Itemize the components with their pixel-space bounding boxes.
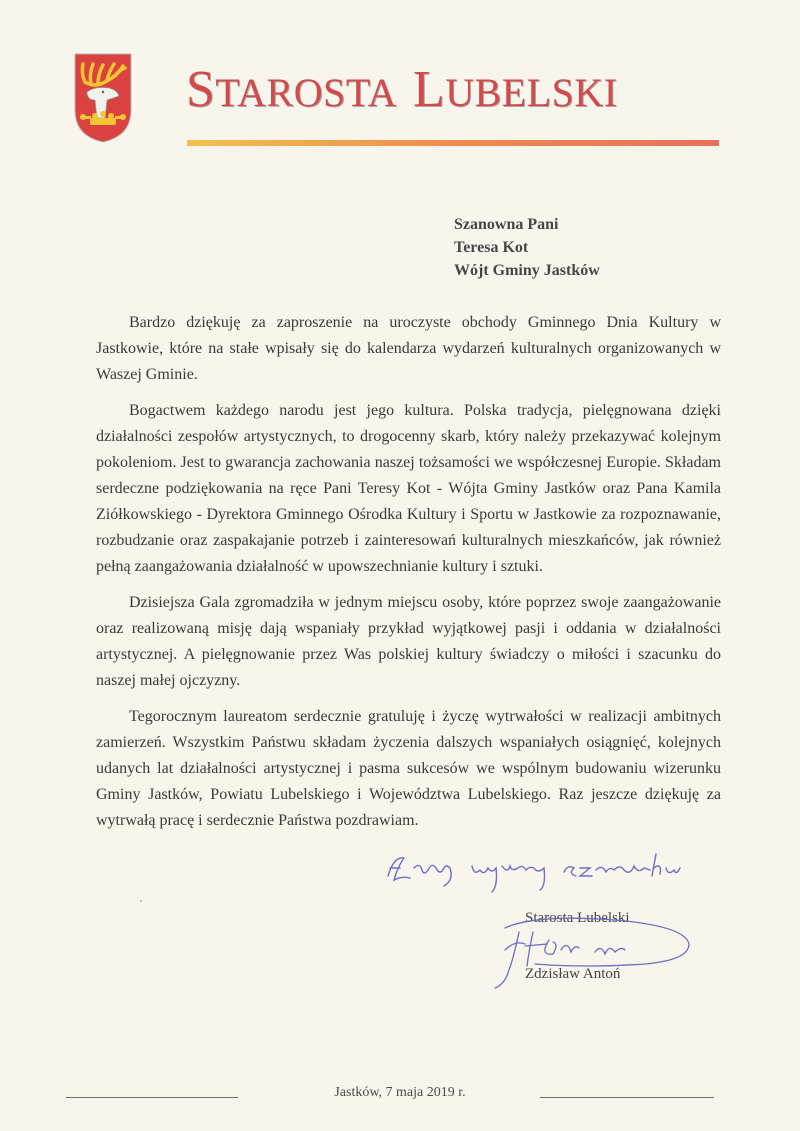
body-paragraph: Dzisiejsza Gala zgromadziła w jednym miejscu osoby, które poprzez swoje zaangażowanie oraz realizowaną misję dają wspaniały przykład wyjątkowej pasji i oddania w działalności artystycznej. A pielęgnowanie przez Was polskiej kultury świadczy o miłości i szacunku do naszej małej ojczyzny.	[96, 594, 721, 689]
body-paragraph: Tegorocznym laureatom serdecznie gratuluję i życzę wytrwałości w realizacji ambitnych zamierzeń. Wszystkim Państwu składam życzenia dalszych wspaniałych osiągnięć, kolejnych udanych lat działalności artystycznej i pasma sukcesów we wspólnym budowaniu wizerunku Gminy Jastków, Powiatu Lubelskiego i Województwa Lubelskiego. Raz jeszcze dziękuję za wytrwałą pracę i serdecznie Państwa pozdrawiam.	[96, 708, 721, 829]
addressee-salutation: Szanowna Pani	[454, 216, 559, 233]
letterhead-title	[186, 60, 726, 119]
addressee-block	[454, 213, 600, 282]
title-rest: TAROSTA	[215, 70, 397, 115]
body-paragraph: Bogactwem każdego narodu jest jego kultura. Polska tradycja, pielęgnowana dzięki działalności zespołów artystycznych, to drogocenny skarb, który należy przekazywać kolejnym pokoleniom. Jest to gwarancja zachowania naszej tożsamości we współczesnej Europie. Składam serdeczne podziękowania na ręce Pani Teresy Kot - Wójta Gminy Jastków oraz Pana Kamila Ziółkowskiego - Dyrektora Gminnego Ośrodka Kultury i Sportu w Jastkowie za rozpoznawanie, rozbudzanie oraz zaspakajanie potrzeb i zainteresowań kulturalnych mieszkańców, jak również pełną zaangażowania działalność w upowszechnianie kultury i sztuki.	[96, 402, 721, 575]
addressee-position: Wójt Gminy Jastków	[454, 262, 600, 279]
footer-place-date: Jastków, 7 maja 2019 r.	[334, 1085, 466, 1100]
title-word-starosta	[186, 60, 397, 119]
title-initial: L	[412, 61, 446, 118]
handwritten-greeting	[384, 846, 724, 896]
signatory-name: Zdzisław Antoń	[525, 966, 621, 982]
paper-speck	[140, 900, 142, 902]
footer-rule-right	[540, 1097, 714, 1098]
deer-head-crest-icon	[73, 52, 133, 144]
addressee-name: Teresa Kot	[454, 239, 529, 256]
title-initial: S	[186, 61, 216, 118]
body-paragraph: Bardzo dziękuję za zaproszenie na uroczyste obchody Gminnego Dnia Kultury w Jastkowie, które na stałe wpisały się do kalendarza wydarzeń kulturalnych organizowanych w Waszej Gminie.	[96, 314, 721, 383]
signatory-title: Starosta Lubelski	[525, 910, 630, 926]
title-rest: UBELSKI	[445, 70, 618, 115]
title-word-lubelski	[413, 60, 618, 119]
letterhead-divider	[187, 140, 719, 146]
letter-body	[96, 310, 721, 844]
